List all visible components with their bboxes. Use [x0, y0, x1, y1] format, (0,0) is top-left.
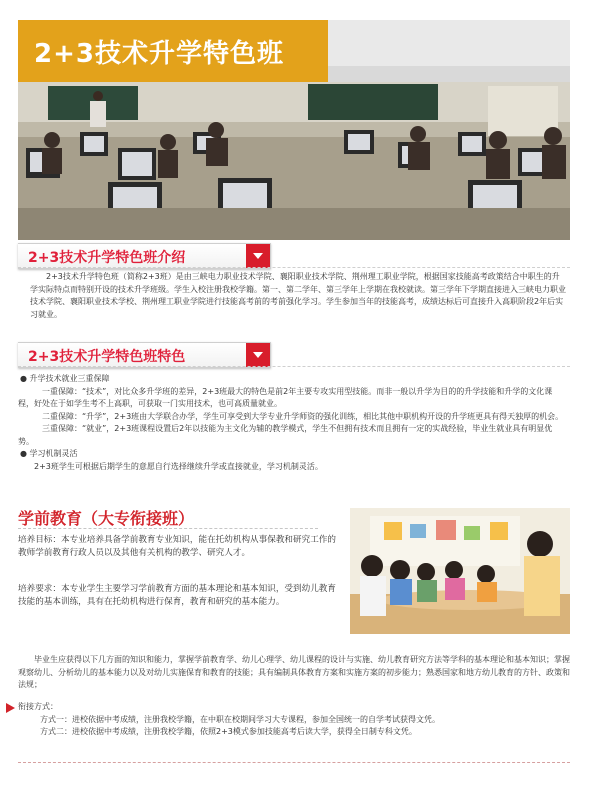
classroom-kids-photo: [350, 508, 570, 634]
articulation-mode-one: 方式一：进校依据中考成绩，注册我校学籍，在中职在校期间学习大专课程，参加全国统一的自学考试获得文凭。: [40, 714, 440, 724]
training-goal: 培养目标：本专业培养具备学前教育专业知识，能在托幼机构从事保教和研究工作的教师学前教育行政人员以及其他有关机构的教学、研究人才。: [18, 535, 336, 558]
flexible-paragraph: 2+3班学生可根据后期学生的意愿自行选择继续升学或直接就业，学习机制灵活。: [34, 461, 323, 471]
early-requirement-block: [18, 583, 340, 609]
features-divider: [18, 366, 570, 367]
early-goal-block: [18, 534, 340, 560]
articulation-block: [18, 701, 570, 739]
title-box: [18, 20, 328, 82]
training-requirement: 培养要求：本专业学生主要学习学前教育方面的基本理论和基本知识，受到幼儿教育技能的基本训练，具有在托幼机构进行保育，教育和研究的基本能力。: [18, 584, 336, 607]
intro-section-header: [18, 243, 271, 269]
bullet-flexible-text: 学习机制灵活: [29, 449, 78, 458]
guarantee-two: 二重保障：“升学”，2+3班由大学联合办学，学生可享受到大学专业升学师资的强化训练，相比其他中职机构开设的升学班更具有得天独厚的机会。: [42, 411, 564, 421]
chevron-down-icon: [246, 343, 270, 367]
graduate-abilities: 毕业生应获得以下几方面的知识和能力，掌握学前教育学、幼儿心理学、幼儿课程的设计与实施、幼儿教育研究方法等学科的基本理论和基本知识；掌握观察幼儿、分析幼儿的基本能力以及对幼儿实施保育和教育的技能；具有编制具体教育方案和实施方案的初步能力；熟悉国家和地方幼儿教育的方针、政策和法规；: [18, 655, 570, 689]
bullet-guarantee: ● 升学技术就业三重保障: [20, 374, 110, 383]
bullet-flexible: ● 学习机制灵活: [20, 449, 78, 458]
features-section-header: [18, 342, 271, 368]
early-education-divider: [18, 528, 318, 529]
bottom-divider: [18, 762, 570, 763]
arrow-marker-icon: [6, 703, 15, 713]
guarantee-three: 三重保障：“就业”，2+3班课程设置后2年以技能为主文化为辅的教学模式，学生不但拥有技术而且拥有一定的实战经验，毕业生就业具有明显优势。: [18, 424, 553, 446]
classroom-illustration: [18, 82, 570, 240]
intro-divider: [18, 267, 570, 268]
page-title: 2+3技术升学特色班: [34, 39, 284, 69]
graduate-block: [18, 654, 570, 692]
kids-illustration: [350, 508, 570, 634]
classroom-photo: [18, 82, 570, 240]
features-heading: 2+3技术升学特色班特色: [28, 349, 186, 365]
title-strip: [328, 20, 570, 82]
guarantee-one: 一重保障：“技术”，对比众多升学班的差异，2+3班最大的特色是前2年主要专攻实用型技能。而非一般以升学为目的的升学技能和升学的文化课程，好处在于如学生考不上高职，可获取一门实用技术，也可高质量就业。: [18, 386, 553, 408]
early-education-heading: 学前教育（大专衔接班）: [18, 509, 195, 528]
top-banner: [18, 20, 570, 82]
chevron-down-icon: [246, 244, 270, 268]
bullet-guarantee-text: 升学技术就业三重保障: [29, 374, 110, 383]
articulation-mode-two: 方式二：进校依据中考成绩，注册我校学籍，依照2+3模式参加技能高考后读大学，获得全日制专科文凭。: [40, 727, 417, 736]
intro-paragraph: 2+3技术升学特色班（简称2+3班）是由三峡电力职业技术学院、襄阳职业技术学院、荆州理工职业学院，根据国家技能高考政策结合中职生的升学实际特点而特别开设的技术升学班级。学生入校注册我校学籍。第一、第二学年、第三学年上学期在我校就读。第三学年下学期直接进入三峡电力职业技术学院、襄阳职业技术学校、荆州理工职业学院进行技能高考前的考前强化学习。学生参加当年的技能高考，成绩达标后可直接升入高职阶段2年后实习就业。: [30, 272, 566, 319]
intro-heading: 2+3技术升学特色班介绍: [28, 250, 186, 266]
articulation-heading: 衔接方式：: [18, 702, 58, 711]
features-text-block: [18, 373, 568, 473]
intro-text-block: [30, 271, 566, 321]
